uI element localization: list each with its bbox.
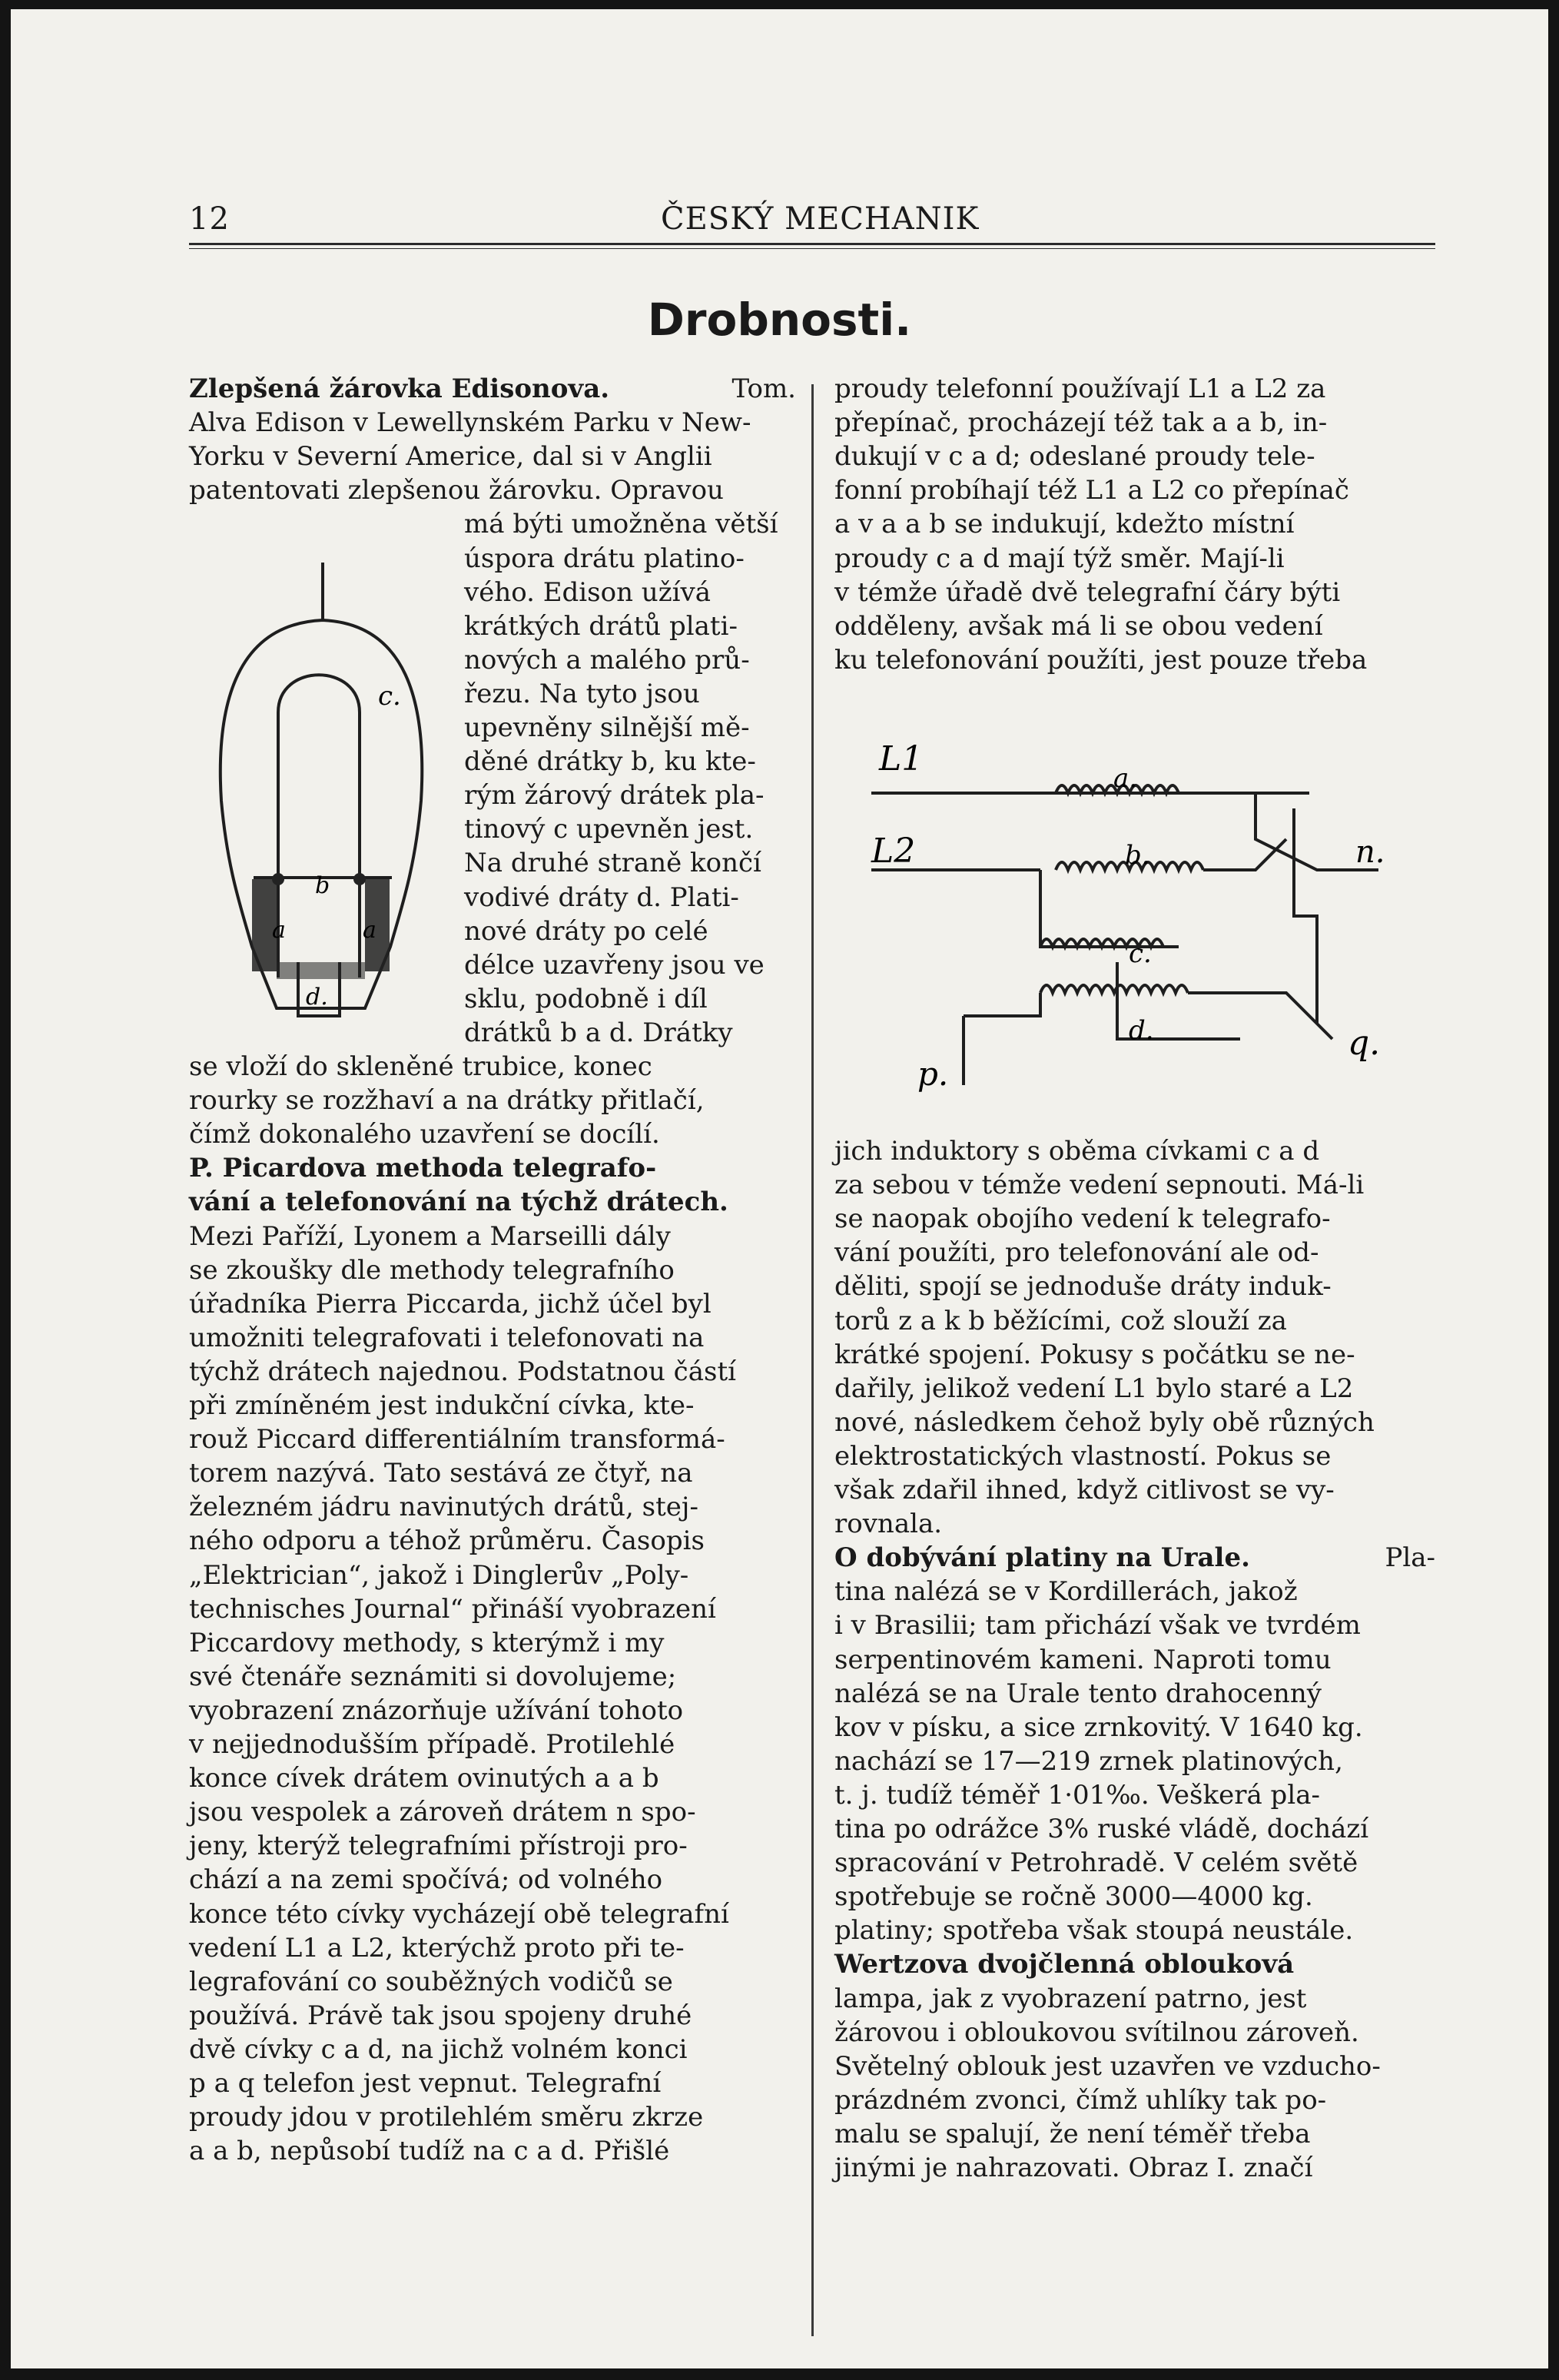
text-run: tina po odrážce 3% ruské vládě, dochází (834, 1814, 1369, 1844)
label-p: p. (917, 1055, 949, 1093)
text-line (189, 1896, 796, 1933)
text-line (189, 1658, 796, 1695)
text-line (189, 438, 796, 475)
text-run: O dobývání platiny na Urale. (834, 1542, 1250, 1574)
text-line (464, 777, 796, 814)
text-line (834, 1539, 1435, 1576)
label-c: c. (1129, 938, 1152, 969)
text-line (189, 1827, 796, 1864)
text-line (834, 1573, 1435, 1610)
text-run: Na druhé straně končí (464, 848, 761, 879)
text-line (834, 1505, 1435, 1542)
text-line (189, 1489, 796, 1525)
text-line (834, 1303, 1435, 1339)
text-run: se zkoušky dle methody telegrafního (189, 1254, 675, 1286)
text-run: své čtenáře seznámiti si dovolujeme; (189, 1661, 677, 1692)
text-run: upevněny silnější mě- (464, 712, 750, 743)
text-line (189, 1387, 796, 1424)
label-d: d. (1129, 1015, 1154, 1046)
text-line (834, 1878, 1435, 1915)
text-run: tina nalézá se v Kordillerách, jakož (834, 1576, 1298, 1608)
text-run: spotřebuje se ročně 3000—4000 kg. (834, 1881, 1313, 1913)
text-line (189, 1861, 796, 1898)
text-run: krátké spojení. Pokusy s počátku se ne- (834, 1339, 1355, 1370)
text-line (834, 472, 1435, 509)
text-run: rourky se rozžhaví a na drátky přitlačí, (189, 1085, 705, 1117)
label-q: q. (1348, 1024, 1381, 1063)
text-run: železném jádru navinutých drátů, stej- (189, 1492, 698, 1523)
text-line (834, 574, 1435, 611)
text-run: používá. Právě tak jsou spojeny druhé (189, 2000, 692, 2031)
text-run: Pla- (1385, 1542, 1435, 1574)
text-run: nových a malého prů- (464, 644, 750, 675)
text-run: vání a telefonování na týchž drátech. (189, 1187, 728, 1218)
text-run: ného odporu a téhož průměru. Časopis (189, 1525, 705, 1557)
text-line (834, 2116, 1435, 2153)
text-line (834, 1980, 1435, 2017)
text-line (834, 2048, 1435, 2085)
text-run: kov v písku, a sice zrnkovitý. V 1640 kg. (834, 1711, 1363, 1743)
text-line (189, 1048, 796, 1085)
text-run: dařily, jelikož vedení L1 bylo staré a L2 (834, 1373, 1354, 1404)
text-run: Mezi Paříží, Lyonem a Marseilli dály (189, 1220, 671, 1252)
text-line (189, 1421, 796, 1458)
text-run: vyobrazení znázorňuje užívání tohoto (189, 1695, 684, 1726)
header-rule-bottom (189, 248, 1435, 249)
text-run: za sebou v témže vedení sepnouti. Má-li (834, 1170, 1365, 1201)
text-line (834, 642, 1435, 679)
text-line (464, 675, 796, 712)
text-line (834, 1472, 1435, 1509)
text-run: i v Brasilii; tam přichází však ve tvrdém (834, 1610, 1361, 1641)
text-line (464, 540, 796, 577)
text-line (834, 1844, 1435, 1881)
bulb-figure (207, 547, 430, 1039)
text-run: nalézá se na Urale tento drahocenný (834, 1678, 1322, 1709)
text-run: platiny; spotřeba však stoupá neustále. (834, 1915, 1354, 1947)
text-run: sklu, podobně i díl (464, 983, 708, 1014)
text-run: lampa, jak z vyobrazení patrno, jest (834, 1983, 1307, 2014)
text-run: se vloží do skleněné trubice, konec (189, 1051, 652, 1082)
text-run: jich induktory s oběma cívkami c a d (834, 1136, 1320, 1167)
text-line (189, 1794, 796, 1831)
text-run: nové, následkem čehož byly obě různých (834, 1406, 1375, 1438)
text-run: proudy telefonní používají L1 a L2 za (834, 373, 1326, 404)
text-line (834, 404, 1435, 441)
text-line (464, 608, 796, 645)
text-line (834, 2082, 1435, 2119)
text-run: dvě cívky c a d, na jichž volném konci (189, 2033, 688, 2065)
text-run: čímž dokonalého uzavření se docílí. (189, 1119, 660, 1150)
column-divider (811, 384, 814, 2336)
bulb-label-c: c. (378, 681, 401, 712)
text-line (834, 540, 1435, 577)
text-line (834, 1167, 1435, 1203)
text-run: vodivé dráty d. Plati- (464, 881, 739, 913)
text-run: „Elektrician“, jakož i Dinglerův „Poly- (189, 1559, 689, 1591)
label-b: b. (1125, 840, 1150, 871)
text-line (834, 1268, 1435, 1305)
text-run: při zmíněném jest indukční cívka, kte- (189, 1390, 695, 1421)
text-run: proudy jdou v protilehlém směru zkrze (189, 2102, 704, 2133)
text-line (464, 1014, 796, 1051)
coil-d (1040, 985, 1188, 993)
text-run: se naopak obojího vedení k telegrafo- (834, 1203, 1331, 1235)
text-line (189, 1997, 796, 2034)
text-line (189, 1760, 796, 1797)
text-run: Piccardovy methody, s kterýmž i my (189, 1627, 665, 1658)
text-line (464, 913, 796, 950)
text-line (189, 472, 796, 509)
text-run: legrafování co souběžných vodičů se (189, 1966, 673, 1997)
text-run: jinými je nahrazovati. Obraz I. značí (834, 2153, 1313, 2183)
text-line (834, 608, 1435, 645)
bulb-label-b: b (315, 872, 330, 899)
text-run: řezu. Na tyto jsou (464, 678, 700, 709)
text-run: umožniti telegrafovati i telefonovati na (189, 1322, 705, 1353)
text-run: v témže úřadě dvě telegrafní čáry býti (834, 576, 1341, 608)
text-run: Wertzova dvojčlenná oblouková (834, 1949, 1295, 1980)
text-line (189, 1252, 796, 1289)
bulb-label-a-right: a (363, 917, 376, 944)
text-line (834, 1370, 1435, 1407)
text-line (464, 743, 796, 780)
text-line (189, 370, 796, 407)
text-run: a a b, nepůsobí tudíž na c a d. Přišlé (189, 2136, 670, 2167)
text-run: torem nazývá. Tato sestává ze čtyř, na (189, 1458, 693, 1489)
page-number: 12 (189, 201, 230, 237)
text-run: fonní probíhají též L1 a L2 co přepínač (834, 475, 1349, 506)
text-run: Alva Edison v Lewellynském Parku v New- (189, 407, 751, 439)
text-run: konce této cívky vycházejí obě telegrafní (189, 1898, 729, 1930)
text-line (834, 1675, 1435, 1712)
text-run: chází a na zemi spočívá; od volného (189, 1864, 663, 1896)
text-line (189, 2031, 796, 2068)
page (11, 9, 1548, 2368)
label-n: n. (1355, 835, 1385, 870)
text-line (189, 1319, 796, 1356)
text-run: t. j. tudíž téměř 1·01‰. Veškerá pla- (834, 1779, 1320, 1811)
text-run: patentovati zlepšenou žárovku. Opravou (189, 475, 724, 506)
text-run: nachází se 17—219 zrnek platinových, (834, 1745, 1343, 1777)
text-line (189, 1522, 796, 1559)
text-line (834, 2014, 1435, 2051)
text-run: přepínač, procházejí též tak a a b, in- (834, 407, 1328, 439)
text-line (834, 2149, 1435, 2186)
text-line (834, 1234, 1435, 1271)
text-run: drátků b a d. Drátky (464, 1017, 733, 1048)
text-run: torů z a k b běžícími, což slouží za (834, 1305, 1287, 1336)
text-run: ku telefonování použíti, jest pouze třeba (834, 644, 1368, 675)
text-run: v nejjednodušším případě. Protilehlé (189, 1729, 675, 1760)
text-run: nové dráty po celé (464, 915, 708, 947)
header-rule-top (189, 243, 1435, 245)
text-run: děné drátky b, ku kte- (464, 746, 756, 778)
text-line (189, 1183, 796, 1220)
text-run: má býti umožněna větší (464, 509, 778, 540)
journal-title: ČESKÝ MECHANIK (661, 201, 980, 237)
text-run: týchž drátech najednou. Podstatnou částí (189, 1356, 736, 1387)
text-run: Tom. (731, 373, 796, 404)
text-line (834, 370, 1435, 407)
text-line (189, 404, 796, 441)
text-run: rým žárový drátek pla- (464, 780, 765, 812)
text-run: konce cívek drátem ovinutých a a b (189, 1763, 659, 1794)
text-line (189, 1455, 796, 1492)
bulb-label-a-left: a (272, 917, 286, 944)
text-line (464, 981, 796, 1017)
text-line (834, 1438, 1435, 1475)
text-run: však zdařil ihned, když citlivost se vy- (834, 1475, 1335, 1505)
text-line (464, 642, 796, 679)
text-line (834, 438, 1435, 475)
text-run: jeny, kterýž telegrafními přístroji pro- (189, 1831, 688, 1862)
text-run: děliti, spojí se jednoduše dráty induk- (834, 1271, 1332, 1303)
label-L1: L1 (879, 739, 924, 778)
text-line (189, 1218, 796, 1255)
text-line (189, 2099, 796, 2136)
text-run: odděleny, avšak má li se obou vedení (834, 610, 1323, 642)
text-line (834, 1912, 1435, 1949)
text-line (189, 1286, 796, 1323)
text-run: rovnala. (834, 1509, 943, 1540)
text-run: tinový c upevněn jest. (464, 814, 754, 845)
text-run: serpentinovém kameni. Naproti tomu (834, 1644, 1332, 1675)
text-line (834, 1777, 1435, 1814)
text-line (464, 879, 796, 916)
label-a: a. (1113, 763, 1138, 794)
text-run: vedení L1 a L2, kterýchž proto při te- (189, 1932, 685, 1963)
text-run: prázdném zvonci, čímž uhlíky tak po- (834, 2084, 1327, 2116)
text-line (189, 1726, 796, 1763)
text-line (189, 1150, 796, 1187)
text-line (834, 1811, 1435, 1847)
text-run: Zlepšená žárovka Edisonova. (189, 373, 610, 404)
text-line (189, 1692, 796, 1729)
text-line (189, 1353, 796, 1390)
text-line (464, 845, 796, 881)
text-line (189, 2133, 796, 2169)
text-line (834, 1743, 1435, 1780)
text-run: dukují v c a d; odeslané proudy tele- (834, 441, 1315, 473)
text-run: délce uzavřeny jsou ve (464, 949, 765, 981)
text-line (464, 709, 796, 746)
circuit-figure (856, 716, 1432, 1116)
text-line (834, 1607, 1435, 1644)
text-run: technisches Journal“ přináší vyobrazení (189, 1593, 716, 1625)
text-line (189, 2065, 796, 2102)
text-line (834, 506, 1435, 543)
text-run: jsou vespolek a zároveň drátem n spo- (189, 1797, 696, 1828)
bulb-label-d: d. (306, 984, 328, 1011)
text-run: úřadníka Pierra Piccarda, jichž účel byl (189, 1288, 712, 1319)
text-line (834, 1946, 1435, 1983)
text-line (464, 506, 796, 543)
text-line (834, 1336, 1435, 1373)
text-run: rouž Piccard differentiálním transformá- (189, 1424, 725, 1456)
section-title: Drobnosti. (647, 294, 912, 346)
text-line (834, 1133, 1435, 1170)
text-line (189, 1557, 796, 1594)
text-run: vého. Edison užívá (464, 576, 711, 608)
text-line (189, 1082, 796, 1119)
text-run: spracování v Petrohradě. V celém světě (834, 1847, 1358, 1879)
text-run: Světelný oblouk jest uzavřen ve vzducho- (834, 2050, 1381, 2082)
text-run: vání použíti, pro telefonování ale od- (834, 1237, 1319, 1269)
text-run: a v a a b se indukují, kdežto místní (834, 509, 1295, 540)
text-line (834, 1404, 1435, 1441)
text-line (189, 1963, 796, 2000)
text-line (834, 1200, 1435, 1237)
text-line (189, 1625, 796, 1661)
text-line (189, 1116, 796, 1153)
text-run: proudy c a d mají týž směr. Mají-li (834, 543, 1285, 574)
text-line (834, 1709, 1435, 1746)
text-line (464, 574, 796, 611)
text-run: malu se spalují, že není téměř třeba (834, 2118, 1311, 2149)
text-run: žárovou i obloukovou svítilnou zároveň. (834, 2017, 1359, 2048)
text-run: p a q telefon jest vepnut. Telegrafní (189, 2068, 662, 2099)
label-L2: L2 (871, 832, 916, 871)
text-run: úspora drátu platino- (464, 543, 745, 574)
text-run: krátkých drátů plati- (464, 610, 738, 642)
text-line (464, 811, 796, 848)
text-line (189, 1591, 796, 1628)
text-line (834, 1641, 1435, 1678)
text-run: elektrostatických vlastností. Pokus se (834, 1440, 1332, 1472)
text-line (464, 947, 796, 984)
text-line (189, 1930, 796, 1967)
text-run: P. Picardova methoda telegrafo- (189, 1153, 657, 1184)
text-run: Yorku v Severní Americe, dal si v Anglii (189, 441, 712, 473)
